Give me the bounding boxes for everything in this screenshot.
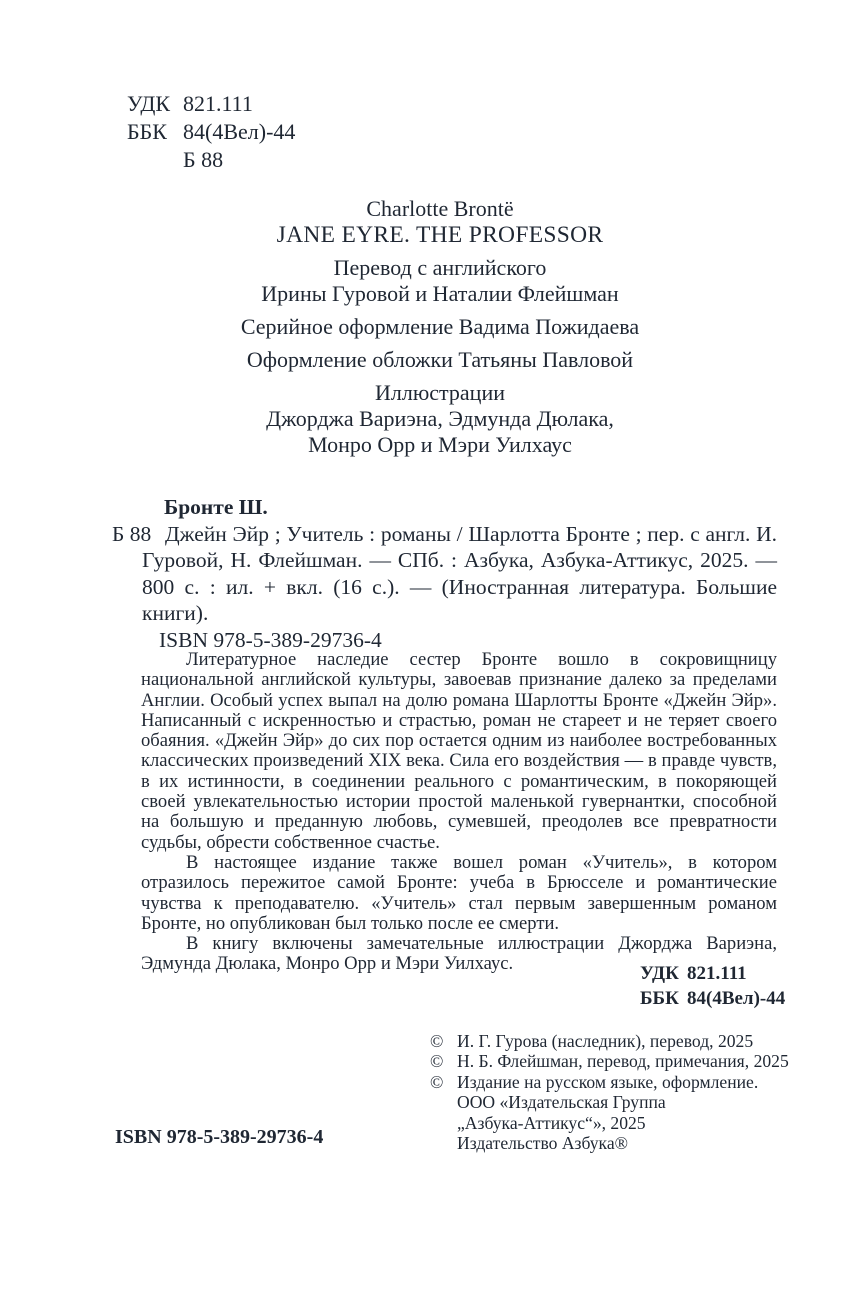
udk-label: УДК	[127, 91, 171, 116]
cover-design-credit: Оформление обложки Татьяны Павловой	[246, 347, 634, 372]
annotation-paragraph-1: Литературное наследие сестер Бронте вошло в сокровищницу национальной английской культуры, завоевав признание далеко за пределами Англии. Особый успех выпал на долю романа Шарлотты Бронте «Джейн Эйр». Написанный с искренностью и страстью, роман не стареет и не теряет своего обаяния. «Джейн Эйр» до сих пор остается одним из наиболее востребованных классических произведений XIX века. Сила его воздействия — в правде чувств, в их истинности, в соединении реального с романтическим, в покоряющей своей увлекательностью истории простой маленькой гувернантки, способной на большую и преданную любовь, сумевшей, преодолев все превратности судьбы, обрести собственное счастье.	[141, 649, 777, 853]
copyright-symbol	[430, 1133, 457, 1153]
bbk-bottom-line	[640, 986, 785, 1011]
biblio-record-text: Джейн Эйр ; Учитель : романы / Шарлотта Бронте ; пер. с англ. И. Гуровой, Н. Флейшман. — СПб. : Азбука, Азбука-Аттикус, 2025. — 800 с. : ил. + вкл. (16 с.). — (Иностранная литература. Большие книги).	[142, 521, 777, 625]
author-sign: Б 88	[183, 147, 224, 172]
bibliographic-record	[112, 494, 777, 653]
copyright-line	[430, 1051, 789, 1071]
biblio-isbn: ISBN 978-5-389-29736-4	[159, 627, 382, 652]
bbk-bottom-value: 84(4Вел)-44	[687, 988, 786, 1009]
title-credits-block	[115, 196, 765, 458]
copyright-text: Издательство Азбука®	[457, 1133, 629, 1154]
copyright-text: „Азбука-Аттикус“», 2025	[457, 1112, 646, 1133]
udk-bottom-label: УДК	[640, 963, 679, 984]
udk-bottom-line	[640, 961, 785, 986]
copyright-symbol	[430, 1113, 457, 1133]
udk-bottom-value: 821.111	[687, 963, 747, 984]
translation-credit	[115, 255, 765, 307]
copyright-block	[430, 1031, 789, 1153]
copyright-text: Издание на русском языке, оформление.	[457, 1071, 759, 1092]
bbk-line	[127, 118, 295, 146]
copyright-text: ООО «Издательская Группа	[457, 1092, 666, 1113]
biblio-author-header: Бронте Ш.	[164, 495, 268, 519]
copyright-text: Н. Б. Флейшман, перевод, примечания, 2025	[457, 1051, 789, 1072]
illustrations-credit	[115, 380, 765, 458]
copyright-line	[430, 1031, 789, 1051]
isbn-bottom: ISBN 978-5-389-29736-4	[115, 1126, 324, 1148]
copyright-symbol: ©	[430, 1051, 444, 1072]
copyright-line	[430, 1133, 789, 1153]
illustrations-line1: Джорджа Вариэна, Эдмунда Дюлака,	[266, 406, 614, 431]
copyright-line	[430, 1072, 789, 1092]
annotation-paragraph-3: В книгу включены замечательные иллюстрации Джорджа Вариэна, Эдмунда Дюлака, Монро Орр и Мэри Уилхаус.	[141, 933, 777, 975]
copyright-symbol: ©	[430, 1031, 444, 1051]
copyright-line	[430, 1092, 789, 1112]
bottom-classification-codes	[640, 961, 785, 1011]
biblio-record-paragraph	[112, 521, 777, 627]
book-title: JANE EYRE. THE PROFESSOR	[276, 222, 604, 248]
bbk-bottom-label: ББК	[640, 988, 679, 1009]
copyright-line	[430, 1113, 789, 1133]
author-sign-line	[127, 146, 295, 174]
top-classification-codes	[127, 90, 295, 174]
annotation-block	[141, 650, 777, 975]
illustrations-label: Иллюстрации	[374, 380, 505, 405]
udk-line	[127, 90, 295, 118]
translation-line2: Ирины Гуровой и Наталии Флейшман	[261, 281, 619, 306]
copyright-text: И. Г. Гурова (наследник), перевод, 2025	[457, 1031, 754, 1051]
copyright-symbol: ©	[430, 1071, 444, 1092]
illustrations-line2: Монро Орр и Мэри Уилхаус	[308, 432, 572, 457]
translation-line1: Перевод с английского	[333, 255, 547, 280]
series-design-credit: Серийное оформление Вадима Пожидаева	[240, 314, 640, 339]
biblio-author-sign: Б 88	[112, 521, 152, 546]
bbk-label: ББК	[127, 119, 167, 144]
copyright-symbol	[430, 1092, 457, 1112]
author-name: Charlotte Brontë	[366, 196, 514, 221]
annotation-paragraph-2: В настоящее издание также вошел роман «Учитель», в котором отразилось пережитое самой Бронте: учеба в Брюсселе и романтические чувства к преподавателю. «Учитель» стал первым завершенным романом Бронте, но опубликован был только после ее смерти.	[141, 851, 777, 934]
udk-value: 821.111	[183, 91, 253, 116]
bbk-value: 84(4Вел)-44	[183, 119, 296, 144]
